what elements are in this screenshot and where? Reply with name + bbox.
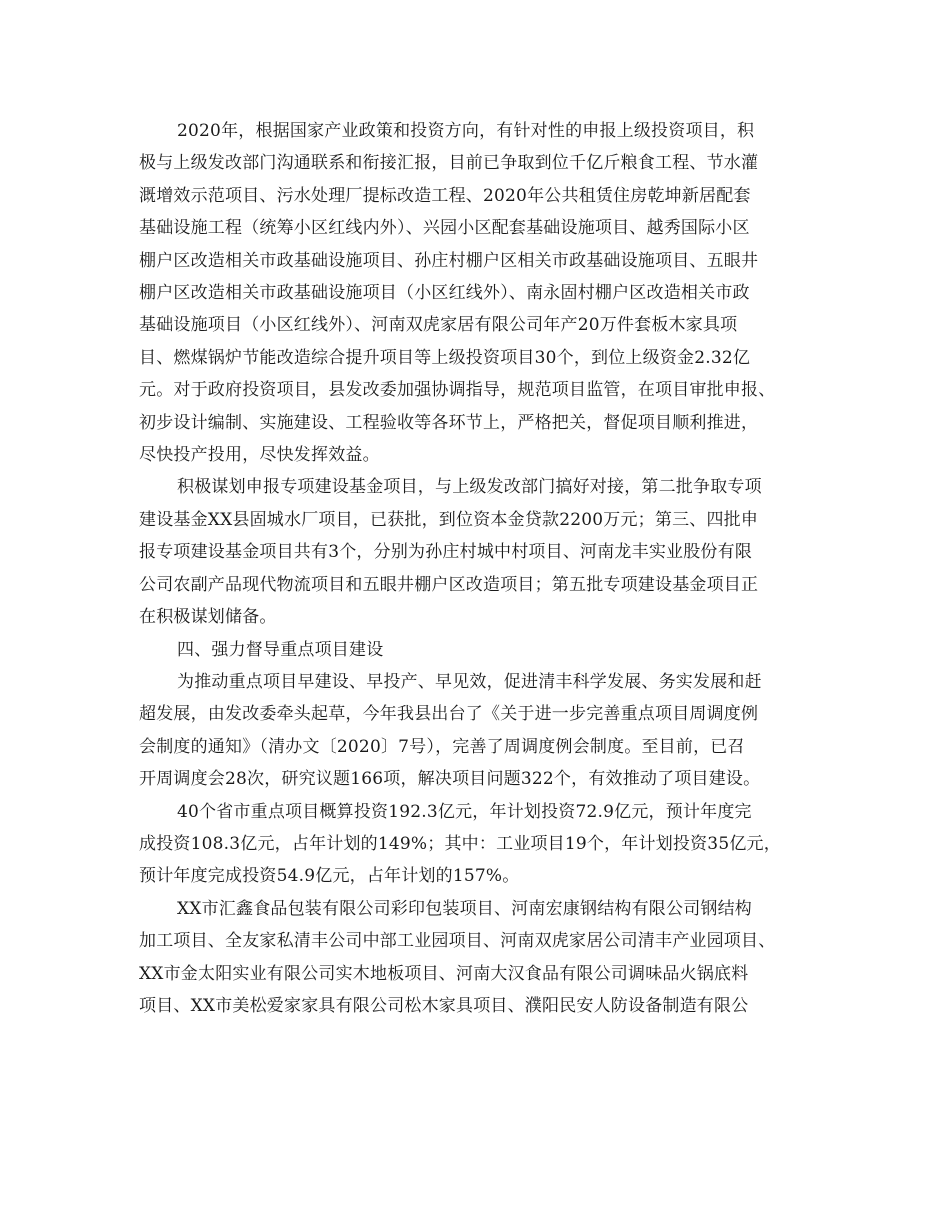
text-line: 开周调度会28次，研究议题166项，解决项目问题322个，有效推动了项目建设。	[139, 769, 761, 790]
paragraph-project-funding	[139, 115, 829, 471]
text-line: 基础设施工程（统筹小区红线内外）、兴园小区配套基础设施项目、越秀国际小区	[139, 218, 750, 239]
text-line: 积极谋划申报专项建设基金项目，与上级发改部门搞好对接，第二批争取专项	[177, 477, 762, 498]
text-line: 尽快投产投用，尽快发挥效益。	[139, 445, 380, 466]
text-line: 元。对于政府投资项目，县发改委加强协调指导，规范项目监管，在项目审批申报、	[139, 380, 776, 401]
section-heading	[139, 634, 829, 666]
text-line: 基础设施项目（小区红线外）、河南双虎家居有限公司年产20万件套板木家具项	[139, 315, 738, 336]
text-line: 在积极谋划储备。	[139, 607, 277, 628]
text-line: 公司农副产品现代物流项目和五眼井棚户区改造项目；第五批专项建设基金项目正	[139, 574, 759, 595]
text-line: 极与上级发改部门沟通联系和衔接汇报，目前已争取到位千亿斤粮食工程、节水灌	[139, 153, 759, 174]
document-body	[139, 115, 829, 1022]
text-line: 预计年度完成投资54.9亿元，占年计划的157%。	[139, 866, 520, 887]
text-line: XX市汇鑫食品包装有限公司彩印包装项目、河南宏康钢结构有限公司钢结构	[177, 898, 753, 919]
text-line: 初步设计编制、实施建设、工程验收等各环节上，严格把关，督促项目顺利推进，	[139, 412, 759, 433]
text-line: 溉增效示范项目、污水处理厂提标改造工程、2020年公共租赁住房乾坤新居配套	[139, 185, 751, 206]
text-line: 40个省市重点项目概算投资192.3亿元，年计划投资72.9亿元，预计年度完	[177, 801, 752, 822]
text-line: 棚户区改造相关市政基础设施项目（小区红线外）、南永固村棚户区改造相关市政	[139, 283, 750, 304]
heading-line: 四、强力督导重点项目建设	[177, 639, 384, 660]
text-line: 会制度的通知》（清办文〔2020〕7号），完善了周调度例会制度。至目前，已召	[139, 736, 745, 757]
text-line: 报专项建设基金项目共有3个，分别为孙庄村城中村项目、河南龙丰实业股份有限	[139, 542, 753, 563]
paragraph-company-projects	[139, 893, 829, 1023]
paragraph-special-fund	[139, 471, 829, 633]
text-line: 建设基金XX县固城水厂项目，已获批，到位资本金贷款2200万元；第三、四批申	[139, 509, 759, 530]
text-line: XX市金太阳实业有限公司实木地板项目、河南大汉食品有限公司调味品火锅底料	[139, 963, 749, 984]
paragraph-investment-stats	[139, 796, 829, 893]
text-line: 超发展，由发改委牵头起草，今年我县出台了《关于进一步完善重点项目周调度例	[139, 704, 759, 725]
text-line: 成投资108.3亿元，占年计划的149%；其中：工业项目19个，年计划投资35亿元，	[139, 833, 781, 854]
text-line: 加工项目、全友家私清丰公司中部工业园项目、河南双虎家居公司清丰产业园项目、	[139, 931, 776, 952]
text-line: 2020年，根据国家产业政策和投资方向，有针对性的申报上级投资项目，积	[177, 121, 755, 141]
text-line: 为推动重点项目早建设、早投产、早见效，促进清丰科学发展、务实发展和赶	[177, 671, 762, 692]
text-line: 目、燃煤锅炉节能改造综合提升项目等上级投资项目30个，到位上级资金2.32亿	[139, 347, 751, 368]
text-line: 棚户区改造相关市政基础设施项目、孙庄村棚户区相关市政基础设施项目、五眼井	[139, 250, 759, 271]
paragraph-key-projects	[139, 666, 829, 796]
text-line: 项目、XX市美松爱家家具有限公司松木家具项目、濮阳民安人防设备制造有限公	[139, 995, 749, 1016]
